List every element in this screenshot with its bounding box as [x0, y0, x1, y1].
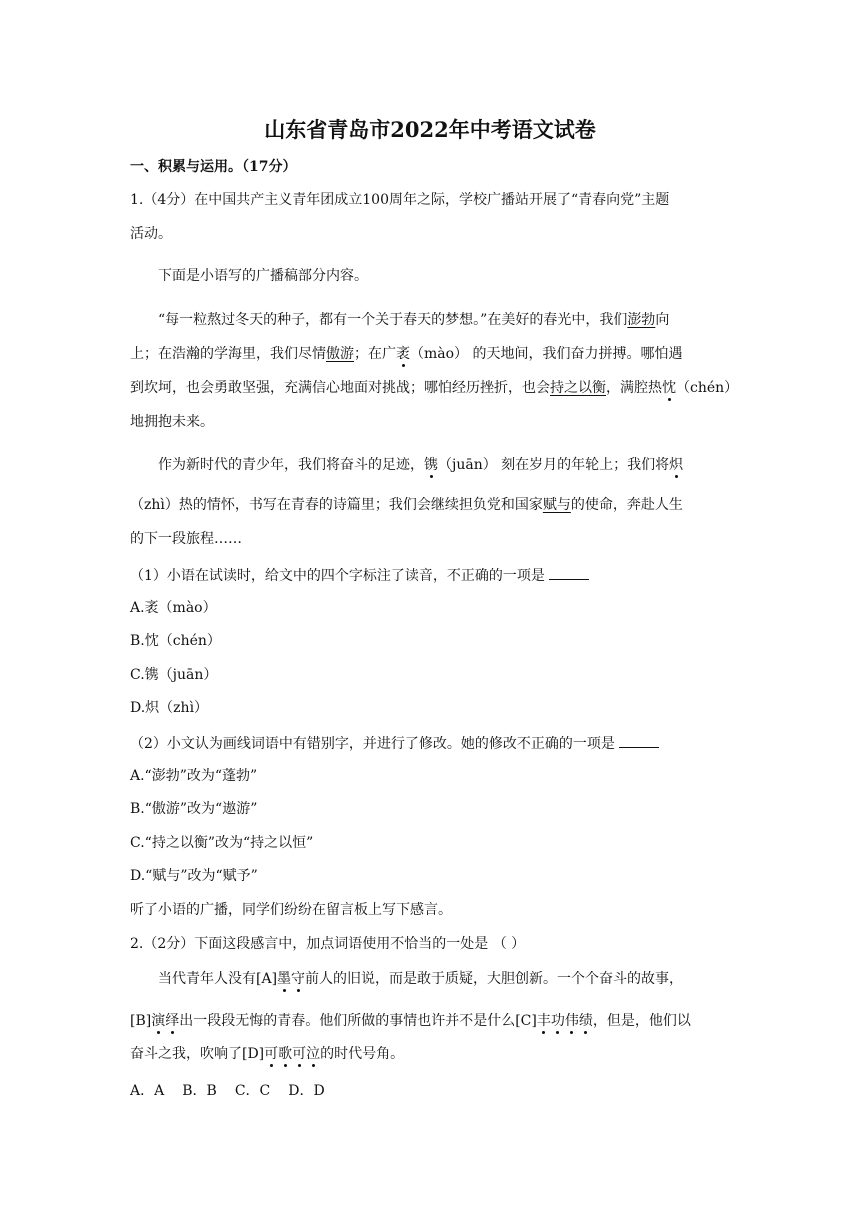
dotted-char: 守: [291, 971, 306, 987]
q1-sub2-option-c: C.“持之以衡”改为“持之以恒”: [130, 835, 314, 851]
dotted-char-chen: 忱: [662, 380, 676, 396]
dotted-char: 墨: [277, 971, 292, 987]
dotted-char: 丰: [536, 1013, 551, 1029]
answer-blank[interactable]: [549, 565, 589, 580]
dotted-char-mao: 袤: [396, 346, 410, 362]
underlined-word-chizhiyiheng: 持之以衡: [550, 380, 606, 396]
underlined-word-fuyu: 赋与: [542, 497, 571, 513]
dotted-char: 绩: [578, 1013, 593, 1029]
q1-sub1-option-c: C.镌（juān）: [130, 667, 218, 683]
q1-sub2-option-d: D.“赋与”改为“赋予”: [130, 868, 258, 884]
dotted-char: 泣: [306, 1046, 321, 1062]
page-title: 山东省青岛市2022年中考语文试卷: [264, 117, 596, 142]
q2-stem: 2.（2分）下面这段感言中，加点词语使用不恰当的一处是 （ ）: [130, 936, 526, 952]
underlined-word-aoyou: 傲游: [326, 346, 354, 362]
passage-p1-line2: 上；在浩瀚的学海里，我们尽情傲游；在广袤（mào） 的天地间，我们奋力拼搏。哪怕遇: [130, 346, 683, 362]
dotted-char-zhi: 炽: [669, 457, 684, 473]
underlined-word-pengbo: 澎勃: [627, 312, 656, 328]
q1-intro: 下面是小语写的广播稿部分内容。: [158, 268, 368, 284]
choice-b[interactable]: B．B: [182, 1083, 217, 1099]
q2-passage-line3: 奋斗之我，吹响了[D]可歌可泣的时代号角。: [130, 1046, 405, 1062]
q2-passage-line2: [B]演绎出一段段无悔的青春。他们所做的事情也许并不是什么[C]丰功伟绩，但是，他们以: [130, 1013, 691, 1029]
section-heading: 一、积累与运用。（17分）: [130, 159, 297, 175]
choice-a[interactable]: A．A: [130, 1083, 165, 1099]
q1-sub1-stem: （1）小语在试读时，给文中的四个字标注了读音，不正确的一项是: [130, 565, 589, 586]
passage-p1-line3: 到坎坷，也会勇敢坚强，充满信心地面对挑战；哪怕经历挫折，也会持之以衡，满腔热忱（chén）: [130, 380, 739, 396]
q1-sub1-option-b: B.忱（chén）: [130, 633, 221, 649]
q1-after-text: 听了小语的广播，同学们纷纷在留言板上写下感言。: [130, 902, 452, 918]
q1-stem-line2: 活动。: [130, 226, 172, 242]
q1-stem-line1: 1.（4分）在中国共产主义青年团成立100周年之际，学校广播站开展了“青春向党”主题: [130, 192, 670, 208]
q1-sub1-option-d: D.炽（zhì）: [130, 700, 209, 716]
passage-p1-line4: 地拥抱未来。: [130, 414, 214, 430]
dotted-char: 绎: [165, 1013, 180, 1029]
answer-blank[interactable]: [619, 733, 659, 748]
passage-p2-line1: 作为新时代的青少年，我们将奋斗的足迹，镌（juān） 刻在岁月的年轮上；我们将炽: [158, 457, 684, 473]
choice-c[interactable]: C．C: [234, 1083, 271, 1099]
choice-d[interactable]: D．D: [288, 1083, 325, 1099]
q1-sub2-stem: （2）小文认为画线词语中有错别字，并进行了修改。她的修改不正确的一项是: [130, 733, 659, 754]
q1-sub2-option-a: A.“澎勃”改为“蓬勃”: [130, 768, 258, 784]
passage-p2-line2: （zhì）热的情怀，书写在青春的诗篇里；我们会继续担负党和国家赋与的使命，奔赴人生: [130, 497, 683, 513]
dotted-char: 功: [550, 1013, 565, 1029]
dotted-char-juan: 镌: [424, 457, 438, 473]
passage-p2-line3: 的下一段旅程……: [130, 531, 242, 547]
passage-p1-line1: “每一粒熬过冬天的种子，都有一个关于春天的梦想。”在美好的春光中，我们澎勃向: [158, 312, 670, 328]
dotted-char: 伟: [564, 1013, 579, 1029]
q2-passage-line1: 当代青年人没有[A]墨守前人的旧说，而是敢于质疑，大胆创新。一个个奋斗的故事，: [158, 971, 684, 987]
dotted-char: 歌: [278, 1046, 293, 1062]
q2-choices: [130, 1081, 343, 1101]
dotted-char: 演: [151, 1013, 166, 1029]
dotted-char: 可: [264, 1046, 279, 1062]
q1-sub1-option-a: A.袤（mào）: [130, 600, 217, 616]
dotted-char: 可: [292, 1046, 307, 1062]
q1-sub2-option-b: B.“傲游”改为“遨游”: [130, 801, 258, 817]
